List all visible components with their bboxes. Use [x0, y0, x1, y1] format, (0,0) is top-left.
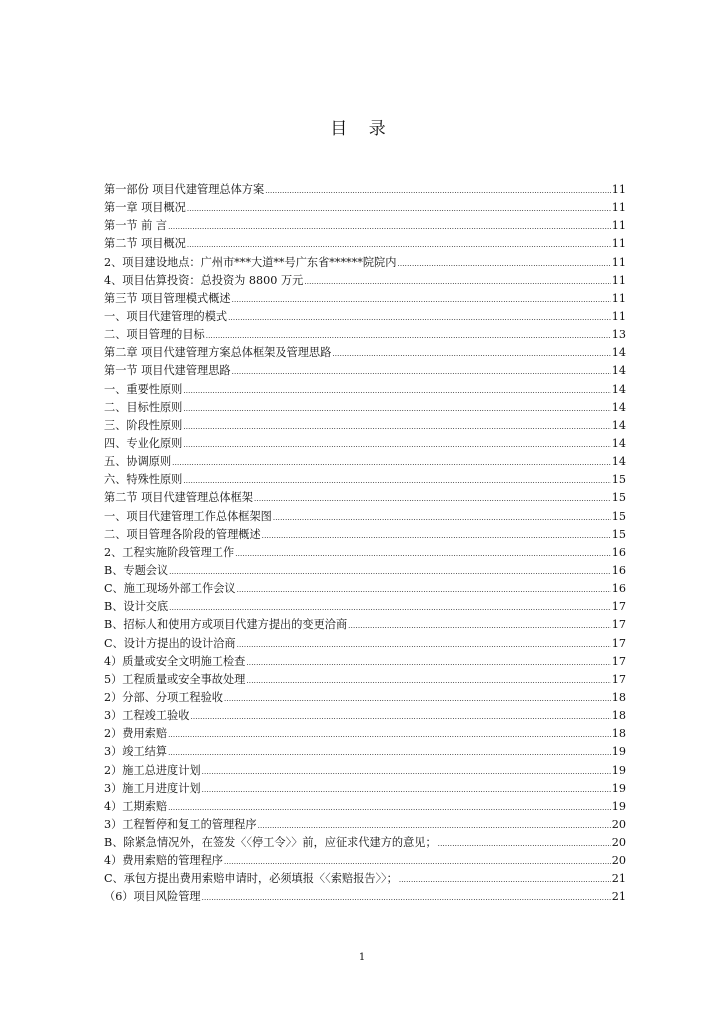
toc-leader-dots: [332, 344, 610, 363]
toc-leader-dots: [235, 544, 611, 563]
toc-entry-label: C、设计方提出的设计洽商: [104, 636, 236, 650]
toc-entry-page: 15: [611, 527, 626, 541]
toc-entry-page: 18: [611, 709, 626, 723]
toc-entry-page: 21: [611, 872, 626, 886]
toc-entry-label: 一、项目代建管理工作总体框架图: [104, 509, 272, 523]
toc-entry-page: 11: [611, 273, 626, 287]
toc-entry-label: 二、目标性原则: [104, 400, 183, 414]
toc-entry-label: 4）质量或安全文明施工检查: [104, 654, 246, 668]
toc-entry[interactable]: [104, 272, 626, 290]
toc-entry[interactable]: [104, 743, 626, 761]
toc-entry[interactable]: [104, 362, 626, 380]
toc-entry[interactable]: [104, 453, 626, 471]
toc-entry-label: 第一部份 项目代建管理总体方案: [104, 183, 265, 196]
toc-entry-page: 11: [611, 237, 626, 251]
toc-entry[interactable]: [104, 471, 626, 489]
toc-entry-page: 11: [611, 255, 626, 269]
toc-entry-page: 18: [611, 690, 626, 704]
toc-leader-dots: [258, 816, 611, 835]
toc-entry[interactable]: [104, 616, 626, 634]
toc-entry-page: 16: [611, 582, 626, 596]
toc-entry-label: 4、项目估算投资：总投资为 8800 万元: [104, 273, 304, 287]
toc-entry-label: 第一节 项目代建管理思路: [104, 364, 231, 378]
toc-entry-page: 16: [611, 563, 626, 577]
toc-entry-label: 五、协调原则: [104, 455, 172, 469]
toc-leader-dots: [187, 235, 611, 254]
toc-entry-page: 14: [611, 400, 626, 414]
toc-entry[interactable]: [104, 635, 626, 653]
toc-entry[interactable]: [104, 508, 626, 526]
toc-leader-dots: [232, 290, 611, 309]
toc-entry[interactable]: [104, 780, 626, 798]
toc-entry[interactable]: [104, 526, 626, 544]
toc-entry-page: 19: [611, 781, 626, 795]
toc-entry-label: 第二章 项目代建管理方案总体框架及管理思路: [104, 346, 332, 360]
toc-entry-label: 2）分部、分项工程验收: [104, 690, 223, 704]
toc-entry[interactable]: [104, 544, 626, 562]
toc-leader-dots: [168, 743, 611, 762]
toc-leader-dots: [262, 526, 611, 545]
toc-entry-label: 2、工程实施阶段管理工作: [104, 545, 235, 559]
toc-entry-label: 第一章 项目概况: [104, 201, 186, 215]
toc-entry[interactable]: [104, 598, 626, 616]
toc-entry[interactable]: [104, 671, 626, 689]
toc-entry-page: 20: [611, 854, 626, 868]
toc-entry-label: B、招标人和使用方或项目代建方提出的变更洽商: [104, 618, 348, 632]
toc-leader-dots: [183, 381, 610, 400]
toc-leader-dots: [304, 272, 610, 291]
toc-entry-page: 14: [611, 364, 626, 378]
toc-title: 目 录: [330, 119, 394, 139]
toc-entry[interactable]: [104, 235, 626, 253]
toc-leader-dots: [224, 689, 611, 708]
toc-leader-dots: [237, 580, 611, 599]
toc-entry-label: 4）费用索赔的管理程序: [104, 854, 223, 868]
toc-entry[interactable]: [104, 199, 626, 217]
toc-entry[interactable]: [104, 816, 626, 834]
toc-leader-dots: [273, 508, 611, 527]
toc-leader-dots: [265, 181, 611, 200]
toc-leader-dots: [397, 254, 610, 273]
toc-leader-dots: [224, 852, 611, 871]
toc-leader-dots: [190, 707, 610, 726]
toc-entry[interactable]: [104, 181, 626, 199]
toc-entry-page: 15: [611, 491, 626, 505]
toc-entry-label: 四、专业化原则: [104, 436, 183, 450]
toc-entry-label: 3）工程暂停和复工的管理程序: [104, 817, 257, 831]
toc-entry-page: 18: [611, 727, 626, 741]
toc-entry-label: 2）施工总进度计划: [104, 763, 201, 777]
toc-entry-label: 第一节 前 言: [104, 219, 168, 233]
toc-entry[interactable]: [104, 290, 626, 308]
toc-entry-page: 15: [611, 473, 626, 487]
toc-leader-dots: [438, 834, 611, 853]
toc-entry-label: 3）工程竣工验收: [104, 709, 190, 723]
toc-entry-page: 19: [611, 745, 626, 759]
toc-entry-label: B、除紧急情况外，在签发〈〈停工令〉〉前，应征求代建方的意见；: [104, 836, 437, 850]
toc-entry-page: 20: [611, 836, 626, 850]
toc-entry-page: 17: [611, 654, 626, 668]
toc-entry[interactable]: [104, 308, 626, 326]
toc-leader-dots: [187, 199, 611, 218]
toc-entry-page: 11: [611, 309, 626, 323]
toc-entry-page: 17: [611, 618, 626, 632]
toc-entry-page: 11: [611, 183, 626, 196]
toc-entry-page: 11: [611, 219, 626, 233]
toc-leader-dots: [348, 616, 611, 635]
toc-entry-label: B、设计交底: [104, 600, 169, 614]
toc-entry[interactable]: [104, 217, 626, 235]
toc-entry-label: 一、重要性原则: [104, 382, 183, 396]
toc-entry-label: 二、项目管理各阶段的管理概述: [104, 527, 261, 541]
toc-entry-label: 第二节 项目代建管理总体框架: [104, 491, 253, 505]
toc-entry-page: 20: [611, 817, 626, 831]
toc-leader-dots: [183, 399, 610, 418]
toc-leader-dots: [168, 725, 611, 744]
toc-leader-dots: [246, 671, 610, 690]
toc-entry-label: 5）工程质量或安全事故处理: [104, 672, 246, 686]
toc-entry[interactable]: [104, 725, 626, 743]
toc-entry[interactable]: [104, 798, 626, 816]
toc-entry-label: C、施工现场外部工作会议: [104, 582, 236, 596]
toc-leader-dots: [168, 798, 611, 817]
toc-leader-dots: [168, 217, 611, 236]
toc-entry[interactable]: [104, 381, 626, 399]
toc-entry-page: 21: [611, 890, 626, 904]
toc-entry-page: 17: [611, 672, 626, 686]
toc-entry[interactable]: [104, 888, 626, 906]
toc-entry-page: 17: [611, 636, 626, 650]
toc-entry-page: 19: [611, 763, 626, 777]
toc-leader-dots: [228, 308, 611, 327]
toc-entry-label: 2、项目建设地点：广州市***大道**号广东省******院院内: [104, 255, 397, 269]
toc-leader-dots: [183, 417, 610, 436]
toc-entry-page: 11: [611, 201, 626, 215]
toc-entry-label: 4）工期索赔: [104, 799, 168, 813]
toc-entry[interactable]: [104, 562, 626, 580]
toc-entry[interactable]: [104, 834, 626, 852]
toc-entry[interactable]: [104, 689, 626, 707]
toc-leader-dots: [202, 888, 611, 907]
toc-entry-page: 13: [611, 328, 626, 342]
toc-leader-dots: [206, 326, 611, 345]
toc-leader-dots: [254, 489, 611, 508]
toc-entry[interactable]: [104, 870, 626, 888]
toc-entry-label: 第二节 项目概况: [104, 237, 186, 251]
toc-entry[interactable]: [104, 399, 626, 417]
toc-entry-page: 14: [611, 436, 626, 450]
page-number: 1: [358, 952, 366, 963]
toc-entry-label: 3）施工月进度计划: [104, 781, 201, 795]
toc-leader-dots: [183, 471, 610, 490]
toc-entry[interactable]: [104, 344, 626, 362]
toc-leader-dots: [246, 653, 610, 672]
toc-entry-label: 六、特殊性原则: [104, 473, 183, 487]
toc-leader-dots: [232, 362, 611, 381]
toc-entry-page: 16: [611, 545, 626, 559]
toc-entry-page: 11: [611, 291, 626, 305]
toc-entry-page: 14: [611, 455, 626, 469]
toc-entry[interactable]: [104, 254, 626, 272]
toc-leader-dots: [237, 635, 611, 654]
toc-entry-label: 一、项目代建管理的模式: [104, 309, 228, 323]
table-of-contents: [104, 181, 626, 907]
toc-entry[interactable]: [104, 653, 626, 671]
toc-entry-label: 2）费用索赔: [104, 727, 168, 741]
toc-entry-label: 三、阶段性原则: [104, 418, 183, 432]
toc-entry-page: 19: [611, 799, 626, 813]
toc-entry[interactable]: [104, 417, 626, 435]
toc-leader-dots: [169, 562, 611, 581]
toc-entry[interactable]: [104, 762, 626, 780]
toc-entry-page: 17: [611, 600, 626, 614]
toc-entry-label: 3）竣工结算: [104, 745, 168, 759]
toc-entry-label: B、专题会议: [104, 563, 169, 577]
toc-leader-dots: [183, 435, 610, 454]
toc-entry-page: 14: [611, 418, 626, 432]
toc-entry[interactable]: [104, 852, 626, 870]
toc-leader-dots: [202, 762, 611, 781]
toc-entry[interactable]: [104, 489, 626, 507]
toc-entry-label: C、承包方提出费用索赔申请时，必须填报〈〈索赔报告〉〉；: [104, 872, 398, 886]
toc-entry-page: 14: [611, 382, 626, 396]
toc-entry-label: （6）项目风险管理: [104, 890, 201, 904]
toc-entry[interactable]: [104, 707, 626, 725]
toc-entry-label: 第三节 项目管理模式概述: [104, 291, 231, 305]
toc-entry[interactable]: [104, 326, 626, 344]
toc-entry[interactable]: [104, 435, 626, 453]
toc-leader-dots: [399, 870, 611, 889]
toc-leader-dots: [172, 453, 611, 472]
toc-leader-dots: [202, 780, 611, 799]
toc-entry[interactable]: [104, 580, 626, 598]
toc-leader-dots: [169, 598, 611, 617]
toc-entry-label: 二、项目管理的目标: [104, 328, 205, 342]
toc-entry-page: 14: [611, 346, 626, 360]
toc-entry-page: 15: [611, 509, 626, 523]
